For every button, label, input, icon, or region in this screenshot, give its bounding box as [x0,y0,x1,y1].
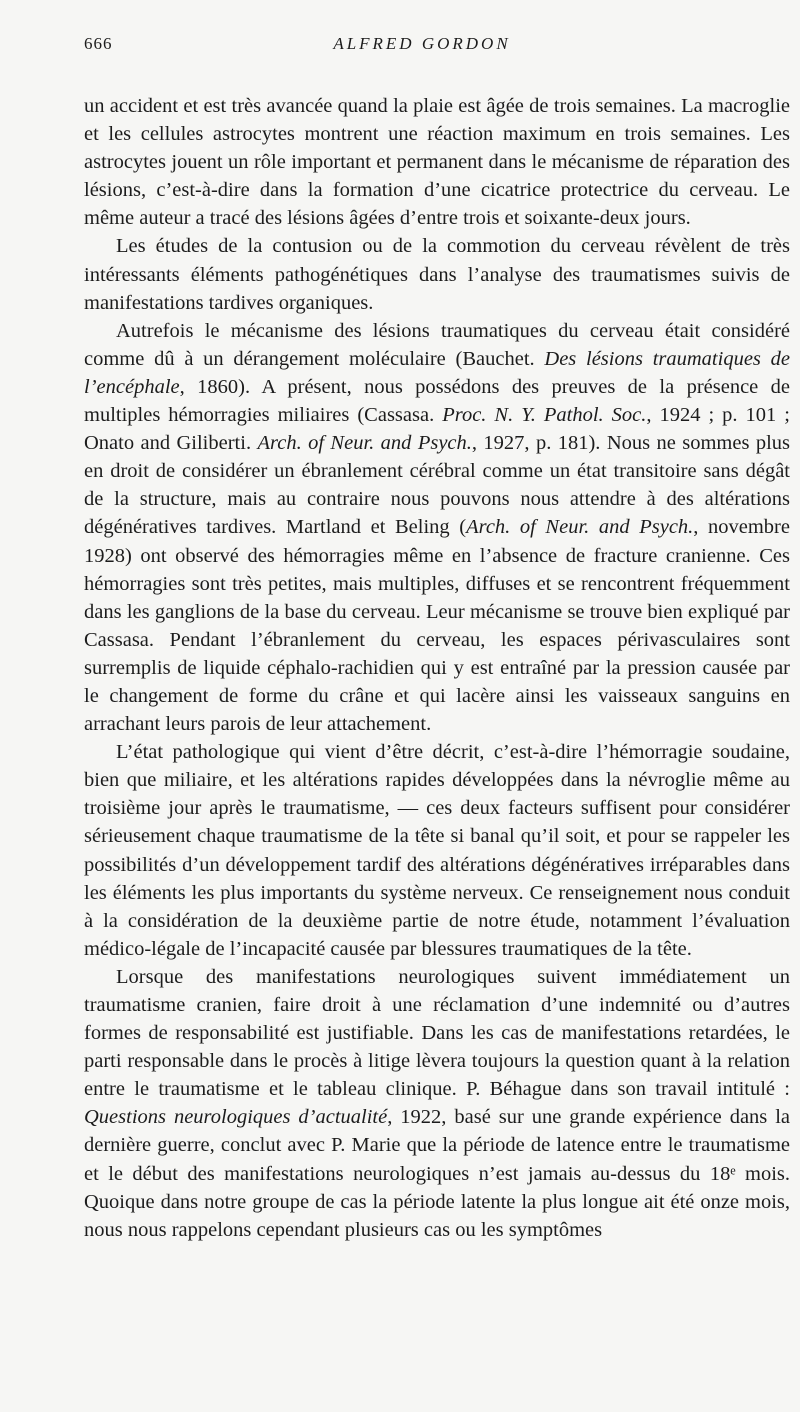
paragraph-4 [84,738,790,963]
page-header [84,34,760,64]
paragraph-5 [84,963,790,1244]
citation-title: Arch. of Neur. and Psych. [257,432,472,455]
paragraph-text: , 1860). A présent, nous possédons des preuves de la présence de multiples hémorragies miliaires (Cassasa. [84,375,790,427]
citation-title: Des lésions traumatiques de l’encéphale [84,347,790,398]
paragraph-text: Les études de la contusion ou de la commotion du cerveau révèlent de très intéressants éléments pathogénétiques dans l’analyse des traumatismes suivis de manifestations tardives organiques. [84,235,790,314]
page-number: 666 [84,34,113,53]
paragraph-text: Autrefois le mécanisme des lésions traumatiques du cerveau était considéré comme dû à un dérangement moléculaire (Bauchet. [84,319,790,370]
paragraph-2 [84,232,790,316]
paragraph-text: L’état pathologique qui vient d’être décrit, c’est-à-dire l’hémorragie soudaine, bien que miliaire, et les altérations rapides développées dans la névroglie même au troisième jour après le traumatisme, — ces deux facteurs suffisent pour considérer sérieusement chaque traumatisme de la tête si banal qu’il soit, et pour se rappeler les possibilités d’un développement tardif des altérations dégénératives irréparables dans les éléments les plus importants du système nerveux. Ce renseignement nous conduit à la considération de la deuxième partie de notre étude, notamment l’évaluation médico-légale de l’incapacité causée par blessures traumatiques de la tête. [84,741,790,960]
paragraph-1 [84,92,790,232]
citation-title: Proc. N. Y. Pathol. Soc. [442,404,647,427]
paragraph-text: un accident et est très avancée quand la plaie est âgée de trois semaines. La macroglie et les cellules astrocytes montrent une réaction maximum en trois semaines. Les astrocytes jouent un rôle important et permanent dans le mécanisme de réparation des lésions, c’est-à-dire dans la formation d’une cicatrice protectrice du cerveau. Le même auteur a tracé des lésions âgées d’entre trois et soixante-deux jours. [84,95,790,230]
paragraph-text: Lorsque des manifestations neurologiques suivent immédiatement un traumatisme cranien, faire droit à une réclamation d’une indemnité ou d’autres formes de responsabilité est justifiable. Dans les cas de manifestations retardées, le parti responsable dans le procès à litige lèvera toujours la question quant à la relation entre le traumatisme et le tableau clinique. P. Béhague dans son travail intitulé : [84,965,790,1101]
citation-title: Arch. of Neur. and Psych. [466,516,694,539]
citation-title: Questions neurologiques d’actualité [84,1106,388,1129]
article-body [84,92,790,1244]
paragraph-text: , 1924 ; p. 101 ; Onato and Giliberti. [84,404,790,455]
paragraph-3 [84,317,790,738]
paragraph-text: , novembre 1928) ont observé des hémorragies même en l’absence de fracture cranienne. Ces hémorragies sont très petites, mais multiples, diffuses et se rencontrent fréquemment dans les ganglions de la base du cerveau. Leur mécanisme se trouve bien expliqué par Cassasa. Pendant l’ébranlement du cerveau, les espaces périvasculaires sont surremplis de liquide céphalo-rachidien qui y est entraîné par la pression causée par le changement de forme du crâne et qui lacère ainsi les vaisseaux sanguins en arrachant leurs parois de leur attachement. [84,516,790,736]
running-title: ALFRED GORDON [333,34,511,53]
paragraph-text: , 1922, basé sur une grande expérience dans la dernière guerre, conclut avec P. Marie que la période de latence entre le traumatisme et le début des manifestations neurologiques n’est jamais au-dessus du 18ᵉ mois. Quoique dans notre groupe de cas la période latente la plus longue ait été onze mois, nous nous rappelons cependant plusieurs cas ou les symptômes [84,1106,791,1241]
paragraph-text: , 1927, p. 181). Nous ne sommes plus en droit de considérer un ébranlement cérébral comme un état transitoire sans dégât de la structure, mais au contraire nous pouvons nous attendre à des altérations dégénératives tardives. Martland et Beling ( [84,432,791,539]
